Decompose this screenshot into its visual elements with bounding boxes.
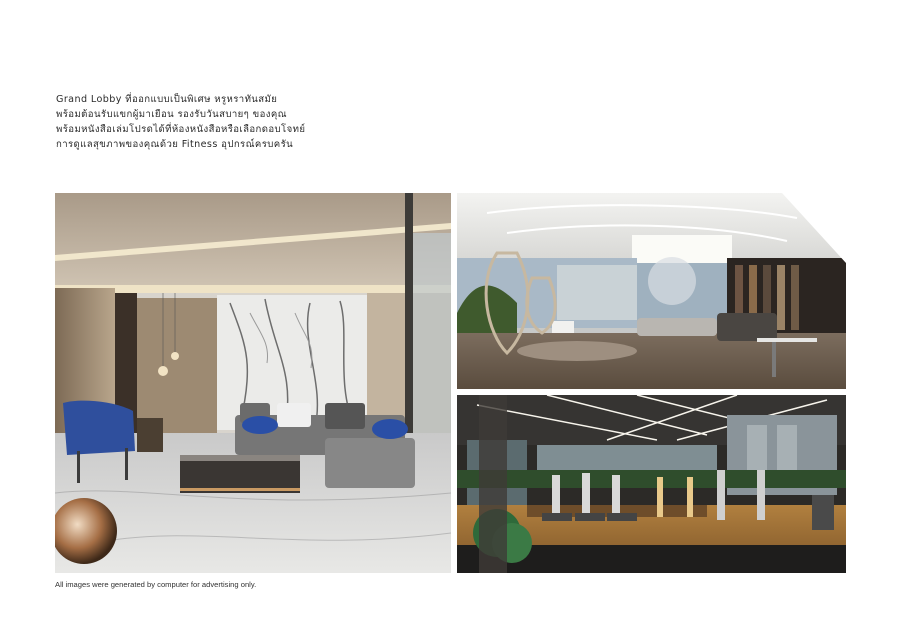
intro-line: พร้อมต้อนรับแขกผู้มาเยือน รองรับวันสบายๆ ของคุณ	[56, 109, 287, 120]
intro-line: Grand Lobby ที่ออกแบบเป็นพิเศษ หรูหราทันสมัย	[56, 94, 278, 105]
fitness-image	[457, 395, 846, 573]
intro-line: พร้อมหนังสือเล่มโปรดได้ที่ห้องหนังสือหรือเลือกดอบโจทย์	[56, 124, 306, 135]
disclaimer-text: All images were generated by computer for advertising only.	[55, 580, 257, 589]
intro-line: การดูแลสุขภาพของคุณด้วย Fitness อุปกรณ์ครบครัน	[56, 139, 294, 150]
lobby-image	[55, 193, 451, 573]
lounge-image	[457, 193, 846, 389]
intro-text	[56, 92, 316, 152]
